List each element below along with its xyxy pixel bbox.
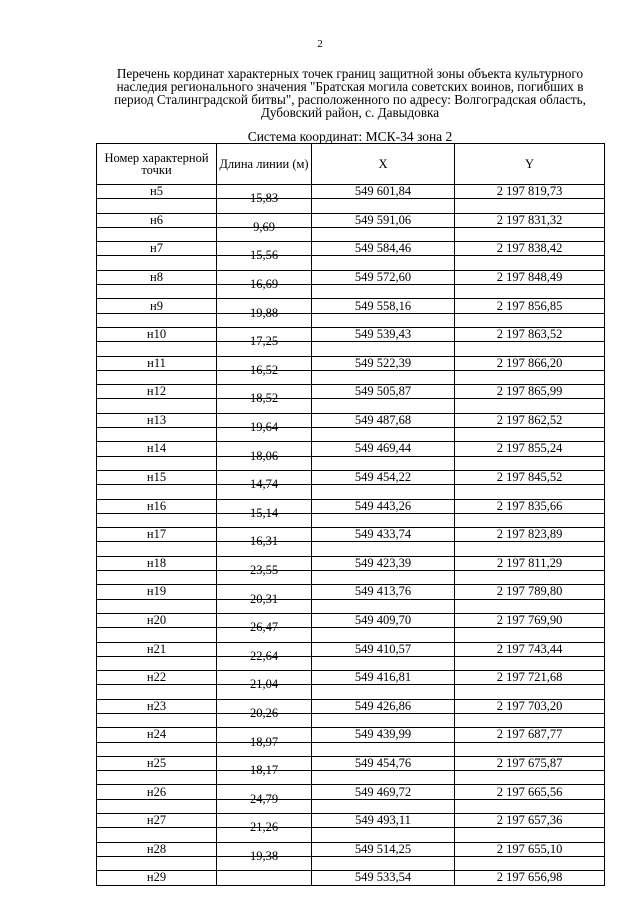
y-coordinate-cell: 2 197 657,36 (455, 814, 605, 828)
y-coordinate-cell: 2 197 855,24 (455, 442, 605, 456)
line-length-cell (217, 648, 312, 670)
segment-row (97, 599, 605, 613)
x-coordinate-cell: 549 591,06 (312, 213, 455, 227)
x-coordinate-cell: 549 539,43 (312, 327, 455, 341)
x-coordinate-cell: 549 413,76 (312, 585, 455, 599)
empty-y-cell (455, 599, 605, 613)
empty-x-cell (312, 285, 455, 299)
segment-row (97, 571, 605, 585)
table-row (97, 499, 605, 513)
empty-point-cell (97, 856, 217, 870)
line-length-value: 16,52 (249, 362, 279, 377)
point-number-cell: н11 (97, 356, 217, 370)
table-row (97, 528, 605, 542)
table-row (97, 356, 605, 370)
x-coordinate-cell: 549 558,16 (312, 299, 455, 313)
empty-x-cell (312, 771, 455, 785)
x-coordinate-cell: 549 487,68 (312, 413, 455, 427)
segment-row (97, 542, 605, 556)
point-number-cell: н10 (97, 327, 217, 341)
line-length-cell (217, 734, 312, 756)
point-number-cell: н8 (97, 270, 217, 284)
empty-x-cell (312, 856, 455, 870)
line-length-value: 22,64 (249, 648, 279, 663)
line-length-value: 21,04 (249, 677, 279, 692)
header-x: X (312, 144, 455, 185)
segment-row (97, 313, 605, 327)
empty-y-cell (455, 771, 605, 785)
y-coordinate-cell: 2 197 675,87 (455, 756, 605, 770)
empty-y-cell (455, 399, 605, 413)
x-coordinate-cell: 549 423,39 (312, 556, 455, 570)
line-length-value: 16,69 (249, 277, 279, 292)
x-coordinate-cell: 549 469,44 (312, 442, 455, 456)
table-row (97, 842, 605, 856)
segment-row (97, 799, 605, 813)
line-length-cell (217, 362, 312, 384)
y-coordinate-cell: 2 197 811,29 (455, 556, 605, 570)
empty-x-cell (312, 742, 455, 756)
y-coordinate-cell: 2 197 831,32 (455, 213, 605, 227)
x-coordinate-cell: 549 416,81 (312, 671, 455, 685)
segment-row (97, 742, 605, 756)
empty-x-cell (312, 256, 455, 270)
point-number-cell: н12 (97, 385, 217, 399)
empty-point-cell (97, 713, 217, 727)
point-number-cell: н23 (97, 699, 217, 713)
empty-x-cell (312, 399, 455, 413)
segment-row (97, 828, 605, 842)
table-row (97, 385, 605, 399)
line-length-value: 20,31 (249, 591, 279, 606)
empty-point-cell (97, 485, 217, 499)
empty-y-cell (455, 370, 605, 384)
x-coordinate-cell: 549 409,70 (312, 613, 455, 627)
line-length-cell (217, 219, 312, 241)
table-row (97, 327, 605, 341)
segment-row (97, 370, 605, 384)
empty-point-cell (97, 828, 217, 842)
y-coordinate-cell: 2 197 856,85 (455, 299, 605, 313)
y-coordinate-cell: 2 197 838,42 (455, 242, 605, 256)
empty-y-cell (455, 828, 605, 842)
line-length-value: 26,47 (249, 620, 279, 635)
empty-point-cell (97, 342, 217, 356)
line-length-cell (217, 248, 312, 270)
y-coordinate-cell: 2 197 835,66 (455, 499, 605, 513)
point-number-cell: н13 (97, 413, 217, 427)
empty-point-cell (97, 799, 217, 813)
point-number-cell: н21 (97, 642, 217, 656)
empty-point-cell (97, 456, 217, 470)
x-coordinate-cell: 549 443,26 (312, 499, 455, 513)
segment-row (97, 685, 605, 699)
empty-x-cell (312, 628, 455, 642)
empty-y-cell (455, 513, 605, 527)
y-coordinate-cell: 2 197 848,49 (455, 270, 605, 284)
line-length-value: 24,79 (249, 791, 279, 806)
y-coordinate-cell: 2 197 862,52 (455, 413, 605, 427)
line-length-value: 21,26 (249, 820, 279, 835)
table-row (97, 671, 605, 685)
point-number-cell: н7 (97, 242, 217, 256)
empty-point-cell (97, 771, 217, 785)
coordinates-table (96, 143, 605, 886)
x-coordinate-cell: 549 505,87 (312, 385, 455, 399)
line-length-value: 15,83 (249, 191, 279, 206)
x-coordinate-cell: 549 454,22 (312, 470, 455, 484)
empty-point-cell (97, 285, 217, 299)
empty-x-cell (312, 656, 455, 670)
empty-x-cell (312, 456, 455, 470)
segment-row (97, 856, 605, 870)
empty-x-cell (312, 342, 455, 356)
y-coordinate-cell: 2 197 863,52 (455, 327, 605, 341)
empty-x-cell (312, 685, 455, 699)
empty-point-cell (97, 656, 217, 670)
y-coordinate-cell: 2 197 665,56 (455, 785, 605, 799)
line-length-value: 18,17 (249, 763, 279, 778)
line-length-value: 9,69 (253, 219, 275, 234)
line-length-cell (217, 705, 312, 727)
table-row (97, 470, 605, 484)
y-coordinate-cell: 2 197 845,52 (455, 470, 605, 484)
empty-y-cell (455, 285, 605, 299)
segment-row (97, 485, 605, 499)
y-coordinate-cell: 2 197 655,10 (455, 842, 605, 856)
line-length-value: 20,26 (249, 705, 279, 720)
table-row (97, 728, 605, 742)
line-length-cell (217, 277, 312, 299)
empty-y-cell (455, 542, 605, 556)
empty-point-cell (97, 199, 217, 213)
line-length-cell (217, 305, 312, 327)
point-number-cell: н9 (97, 299, 217, 313)
empty-y-cell (455, 227, 605, 241)
line-length-cell (217, 563, 312, 585)
x-coordinate-cell: 549 601,84 (312, 185, 455, 199)
line-length-cell (217, 620, 312, 642)
segment-row (97, 399, 605, 413)
table-row (97, 556, 605, 570)
x-coordinate-cell: 549 454,76 (312, 756, 455, 770)
table-row (97, 871, 605, 885)
empty-point-cell (97, 542, 217, 556)
point-number-cell: н22 (97, 671, 217, 685)
x-coordinate-cell: 549 426,86 (312, 699, 455, 713)
empty-x-cell (312, 542, 455, 556)
segment-row (97, 713, 605, 727)
x-coordinate-cell: 549 439,99 (312, 728, 455, 742)
segment-row (97, 227, 605, 241)
empty-y-cell (455, 713, 605, 727)
x-coordinate-cell: 549 522,39 (312, 356, 455, 370)
segment-row (97, 656, 605, 670)
y-coordinate-cell: 2 197 656,98 (455, 871, 605, 885)
x-coordinate-cell: 549 433,74 (312, 528, 455, 542)
empty-point-cell (97, 742, 217, 756)
empty-x-cell (312, 428, 455, 442)
x-coordinate-cell: 549 410,57 (312, 642, 455, 656)
empty-x-cell (312, 571, 455, 585)
segment-row (97, 199, 605, 213)
line-length-cell (217, 505, 312, 527)
empty-point-cell (97, 370, 217, 384)
empty-x-cell (312, 370, 455, 384)
line-length-value: 14,74 (249, 477, 279, 492)
segment-row (97, 285, 605, 299)
line-length-value: 19,88 (249, 305, 279, 320)
table-row (97, 585, 605, 599)
line-length-cell (217, 448, 312, 470)
y-coordinate-cell: 2 197 769,90 (455, 613, 605, 627)
y-coordinate-cell: 2 197 866,20 (455, 356, 605, 370)
empty-x-cell (312, 485, 455, 499)
line-length-cell (217, 420, 312, 442)
segment-row (97, 771, 605, 785)
empty-point-cell (97, 685, 217, 699)
line-length-cell (217, 820, 312, 842)
point-number-cell: н6 (97, 213, 217, 227)
empty-y-cell (455, 656, 605, 670)
y-coordinate-cell: 2 197 721,68 (455, 671, 605, 685)
line-length-cell (217, 763, 312, 785)
header-point-number: Номер характерной точки (97, 144, 217, 185)
y-coordinate-cell: 2 197 823,89 (455, 528, 605, 542)
header-y: Y (455, 144, 605, 185)
table-row (97, 785, 605, 799)
y-coordinate-cell: 2 197 789,80 (455, 585, 605, 599)
point-number-cell: н19 (97, 585, 217, 599)
empty-x-cell (312, 513, 455, 527)
empty-point-cell (97, 227, 217, 241)
empty-point-cell (97, 399, 217, 413)
empty-point-cell (97, 256, 217, 270)
empty-point-cell (97, 313, 217, 327)
empty-x-cell (312, 799, 455, 813)
point-number-cell: н24 (97, 728, 217, 742)
empty-y-cell (455, 685, 605, 699)
table-row (97, 642, 605, 656)
table-header-row (97, 144, 605, 185)
line-length-cell (217, 534, 312, 556)
empty-length-cell (217, 871, 312, 885)
empty-y-cell (455, 456, 605, 470)
segment-row (97, 628, 605, 642)
empty-y-cell (455, 342, 605, 356)
point-number-cell: н26 (97, 785, 217, 799)
table-row (97, 613, 605, 627)
table-row (97, 270, 605, 284)
segment-row (97, 513, 605, 527)
point-number-cell: н15 (97, 470, 217, 484)
empty-y-cell (455, 799, 605, 813)
line-length-cell (217, 334, 312, 356)
y-coordinate-cell: 2 197 703,20 (455, 699, 605, 713)
empty-x-cell (312, 199, 455, 213)
y-coordinate-cell: 2 197 743,44 (455, 642, 605, 656)
line-length-value: 18,97 (249, 734, 279, 749)
line-length-cell (217, 391, 312, 413)
empty-y-cell (455, 628, 605, 642)
point-number-cell: н17 (97, 528, 217, 542)
table-row (97, 213, 605, 227)
empty-y-cell (455, 313, 605, 327)
line-length-cell (217, 848, 312, 870)
point-number-cell: н14 (97, 442, 217, 456)
segment-row (97, 256, 605, 270)
segment-row (97, 456, 605, 470)
point-number-cell: н20 (97, 613, 217, 627)
x-coordinate-cell: 549 493,11 (312, 814, 455, 828)
table-row (97, 442, 605, 456)
empty-x-cell (312, 599, 455, 613)
empty-x-cell (312, 713, 455, 727)
empty-x-cell (312, 227, 455, 241)
empty-y-cell (455, 199, 605, 213)
empty-point-cell (97, 599, 217, 613)
empty-point-cell (97, 571, 217, 585)
table-row (97, 242, 605, 256)
line-length-value: 19,64 (249, 420, 279, 435)
table-row (97, 756, 605, 770)
segment-row (97, 428, 605, 442)
y-coordinate-cell: 2 197 865,99 (455, 385, 605, 399)
line-length-value: 16,31 (249, 534, 279, 549)
point-number-cell: н16 (97, 499, 217, 513)
header-line-length: Длина линии (м) (217, 144, 312, 185)
empty-point-cell (97, 513, 217, 527)
line-length-value: 18,06 (249, 448, 279, 463)
table-row (97, 185, 605, 199)
line-length-cell (217, 477, 312, 499)
empty-y-cell (455, 742, 605, 756)
table-row (97, 413, 605, 427)
empty-x-cell (312, 828, 455, 842)
x-coordinate-cell: 549 572,60 (312, 270, 455, 284)
point-number-cell: н25 (97, 756, 217, 770)
line-length-cell (217, 677, 312, 699)
line-length-value: 15,14 (249, 505, 279, 520)
page-number: 2 (317, 38, 323, 50)
line-length-cell (217, 191, 312, 213)
empty-y-cell (455, 428, 605, 442)
point-number-cell: н29 (97, 871, 217, 885)
x-coordinate-cell: 549 469,72 (312, 785, 455, 799)
empty-y-cell (455, 571, 605, 585)
x-coordinate-cell: 549 533,54 (312, 871, 455, 885)
table-body (97, 185, 605, 886)
empty-x-cell (312, 313, 455, 327)
line-length-cell (217, 591, 312, 613)
empty-y-cell (455, 856, 605, 870)
point-number-cell: н28 (97, 842, 217, 856)
table-row (97, 299, 605, 313)
line-length-value: 17,25 (249, 334, 279, 349)
x-coordinate-cell: 549 514,25 (312, 842, 455, 856)
table-row (97, 699, 605, 713)
segment-row (97, 342, 605, 356)
y-coordinate-cell: 2 197 819,73 (455, 185, 605, 199)
line-length-value: 18,52 (249, 391, 279, 406)
coordinate-system-caption: Система координат: МСК-34 зона 2 (247, 129, 453, 144)
empty-point-cell (97, 428, 217, 442)
table-row (97, 814, 605, 828)
document-title: Перечень кординат характерных точек границ защитной зоны объекта культурного наследия регионального значения "Братская могила советских воинов, погибших в период Сталинградской битвы", расположенного по адресу: Волгоградская область, Дубовский район, с. Давыдовка (114, 66, 586, 120)
empty-point-cell (97, 628, 217, 642)
line-length-cell (217, 791, 312, 813)
point-number-cell: н27 (97, 814, 217, 828)
point-number-cell: н5 (97, 185, 217, 199)
line-length-value: 15,56 (249, 248, 279, 263)
line-length-value: 23,55 (249, 563, 279, 578)
line-length-value: 19,38 (249, 848, 279, 863)
x-coordinate-cell: 549 584,46 (312, 242, 455, 256)
point-number-cell: н18 (97, 556, 217, 570)
y-coordinate-cell: 2 197 687,77 (455, 728, 605, 742)
empty-y-cell (455, 485, 605, 499)
empty-y-cell (455, 256, 605, 270)
